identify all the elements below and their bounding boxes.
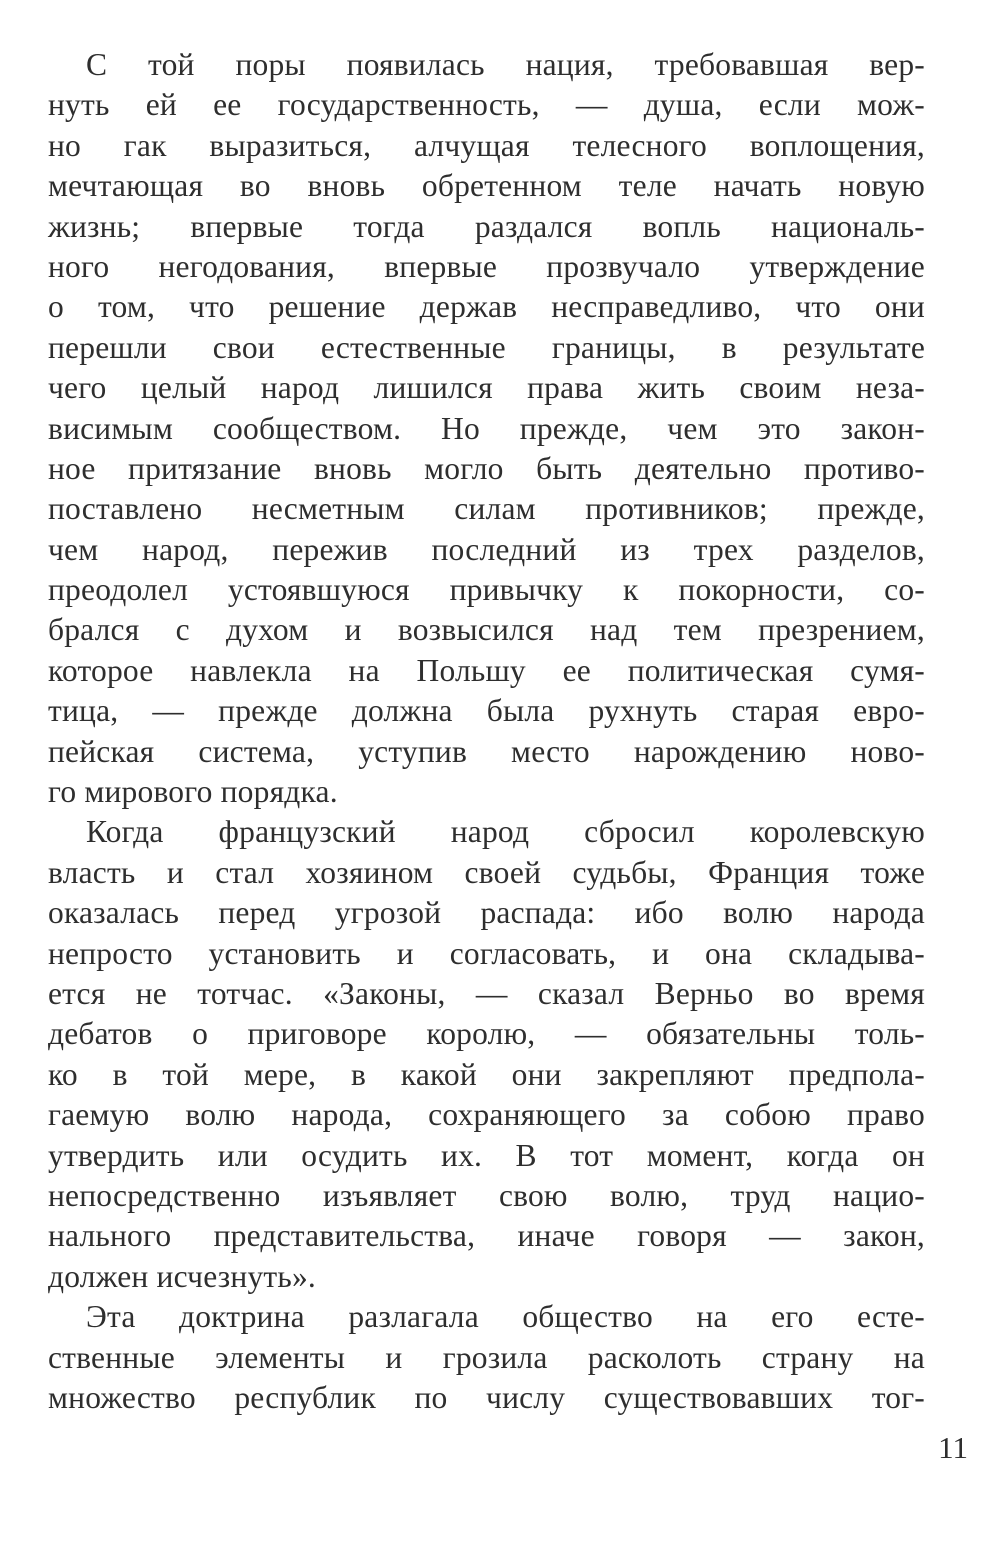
text-line: пейская система, уступив место нарождению ново- <box>48 733 925 769</box>
text-line: С той поры появилась нация, требовавшая вер- <box>86 47 925 82</box>
paragraph-3 <box>48 1297 925 1418</box>
text-line: поставлено несметным силам противников; прежде, <box>48 491 925 527</box>
text-line: ного негодования, впервые прозвучало утверждение <box>48 248 925 284</box>
text-line: нального представительства, иначе говоря — закон, <box>48 1218 925 1254</box>
text-line: но гак выразиться, алчущая телесного воплощения, <box>48 127 925 163</box>
text-line: перешли свои естественные границы, в результате <box>48 329 925 365</box>
text-line: гаемую волю народа, сохраняющего за собою право <box>48 1097 925 1133</box>
text-line: которое навлекла на Польшу ее политическая сумя- <box>48 652 925 688</box>
text-line: Когда французский народ сбросил королевскую <box>86 814 925 850</box>
text-line: жизнь; впервые тогда раздался вопль националь- <box>48 208 925 244</box>
text-line: чего целый народ лишился права жить своим неза- <box>48 370 925 406</box>
page-number: 11 <box>938 1430 968 1465</box>
text-line: брался с духом и возвысился над тем презрением, <box>48 612 925 648</box>
text-line: мечтающая во вновь обретенном теле начать новую <box>48 168 925 204</box>
text-line: множество республик по числу существовавших тог- <box>48 1379 925 1415</box>
text-line: власть и стал хозяином своей судьбы, Франция тоже <box>48 854 925 890</box>
paragraph-2 <box>48 812 925 1297</box>
paragraph-1 <box>48 45 925 812</box>
text-line: преодолел устоявшуюся привычку к покорности, со- <box>48 572 925 608</box>
text-line: чем народ, пережив последний из трех разделов, <box>48 531 925 567</box>
text-line: должен исчезнуть». <box>48 1258 316 1294</box>
text-line: дебатов о приговоре королю, — обязательны толь- <box>48 1016 925 1052</box>
page-body <box>48 45 925 1418</box>
text-line: оказалась перед угрозой распада: ибо волю народа <box>48 895 925 931</box>
text-line: ется не тотчас. «Законы, — сказал Верньо во время <box>48 975 925 1011</box>
text-line: непосредственно изъявляет свою волю, труд нацио- <box>48 1177 925 1213</box>
text-line: тица, — прежде должна была рухнуть старая евро- <box>48 693 925 729</box>
text-line: о том, что решение держав несправедливо, что они <box>48 289 925 325</box>
text-line: го мирового порядка. <box>48 774 338 810</box>
text-line: ное притязание вновь могло быть деятельно противо- <box>48 450 925 486</box>
text-line: ко в той мере, в какой они закрепляют предпола- <box>48 1056 925 1092</box>
text-line: ственные элементы и грозила расколоть страну на <box>48 1339 925 1375</box>
text-line: нуть ей ее государственность, — душа, если мож- <box>48 87 925 123</box>
text-line: Эта доктрина разлагала общество на его есте- <box>86 1299 925 1335</box>
text-line: утвердить или осудить их. В тот момент, когда он <box>48 1137 925 1173</box>
text-line: непросто установить и согласовать, и она складыва- <box>48 935 925 971</box>
text-line: висимым сообществом. Но прежде, чем это закон- <box>48 410 925 446</box>
